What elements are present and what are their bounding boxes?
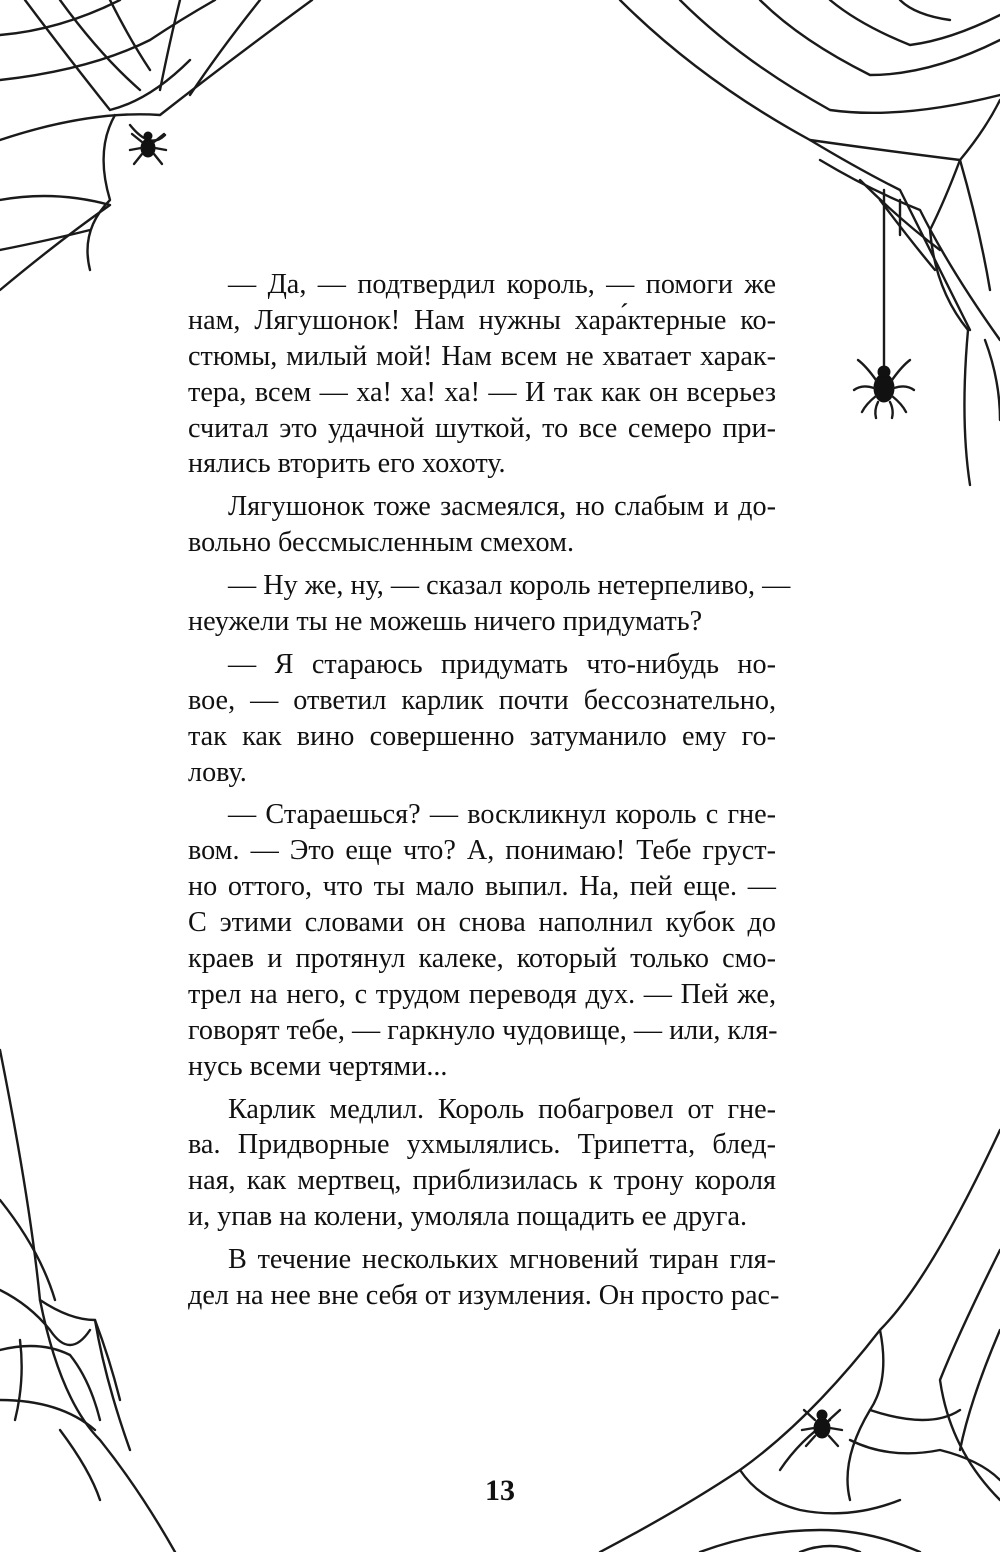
text-line: тера, всем — ха! ха! ха! — И так как он всерьез	[188, 376, 776, 408]
text-line: краев и протянул калеке, который только смо-	[188, 943, 776, 975]
spider-hanging-icon	[854, 360, 914, 418]
text-line: Карлик медлил. Король побагровел от гне-	[228, 1093, 776, 1125]
body-text	[188, 267, 791, 1314]
text-line: С этими словами он снова наполнил кубок до	[188, 907, 776, 939]
text-line: вом. — Это еще что? А, понимаю! Тебе груст-	[188, 835, 776, 867]
text-line: нялись вторить его хохоту.	[188, 448, 506, 480]
page-number: 13	[485, 1474, 515, 1507]
text-line: вое, — ответил карлик почти бессознательно,	[188, 684, 776, 716]
text-line: так как вино совершенно затуманило ему го-	[188, 720, 776, 752]
text-line: В течение нескольких мгновений тиран гля-	[228, 1244, 776, 1276]
text-line: лову.	[188, 756, 247, 788]
text-line: трел на него, с трудом переводя дух. — Пей же,	[188, 978, 776, 1010]
spider-top-left-icon	[130, 132, 166, 164]
text-line: стюмы, милый мой! Нам всем не хватает харак-	[188, 340, 776, 372]
text-line: и, упав на колени, умоляла пощадить ее друга.	[188, 1201, 748, 1233]
text-line: ная, как мертвец, приблизилась к трону короля	[188, 1165, 776, 1197]
text-line: дел на нее вне себя от изумления. Он просто рас-	[188, 1280, 780, 1312]
text-line: Лягушонок тоже засмеялся, но слабым и до-	[228, 491, 776, 523]
text-line: вольно бессмысленным смехом.	[188, 527, 574, 559]
text-line: — Я стараюсь придумать что-нибудь но-	[228, 648, 776, 680]
text-line: говорят тебе, — гаркнуло чудовище, — или, кля-	[188, 1014, 778, 1046]
text-line: нам, Лягушонок! Нам нужны хара́ктерные ко-	[188, 304, 776, 336]
text-line: считал это удачной шуткой, то все семеро при-	[188, 412, 776, 444]
text-line: ва. Придворные ухмылялись. Трипетта, блед-	[188, 1129, 776, 1161]
text-line: — Да, — подтвердил король, — помоги же	[228, 269, 776, 300]
web-top-left	[0, 0, 312, 290]
spider-bottom-right-icon	[802, 1410, 842, 1446]
text-line: неужели ты не можешь ничего придумать?	[188, 606, 703, 638]
text-line: нусь всеми чертями...	[188, 1050, 448, 1082]
text-line: но оттого, что ты мало выпил. На, пей еще. —	[188, 871, 776, 903]
text-line: — Ну же, ну, — сказал король нетерпеливо, —	[228, 570, 791, 602]
text-line: — Стараешься? — воскликнул король с гне-	[228, 799, 776, 831]
